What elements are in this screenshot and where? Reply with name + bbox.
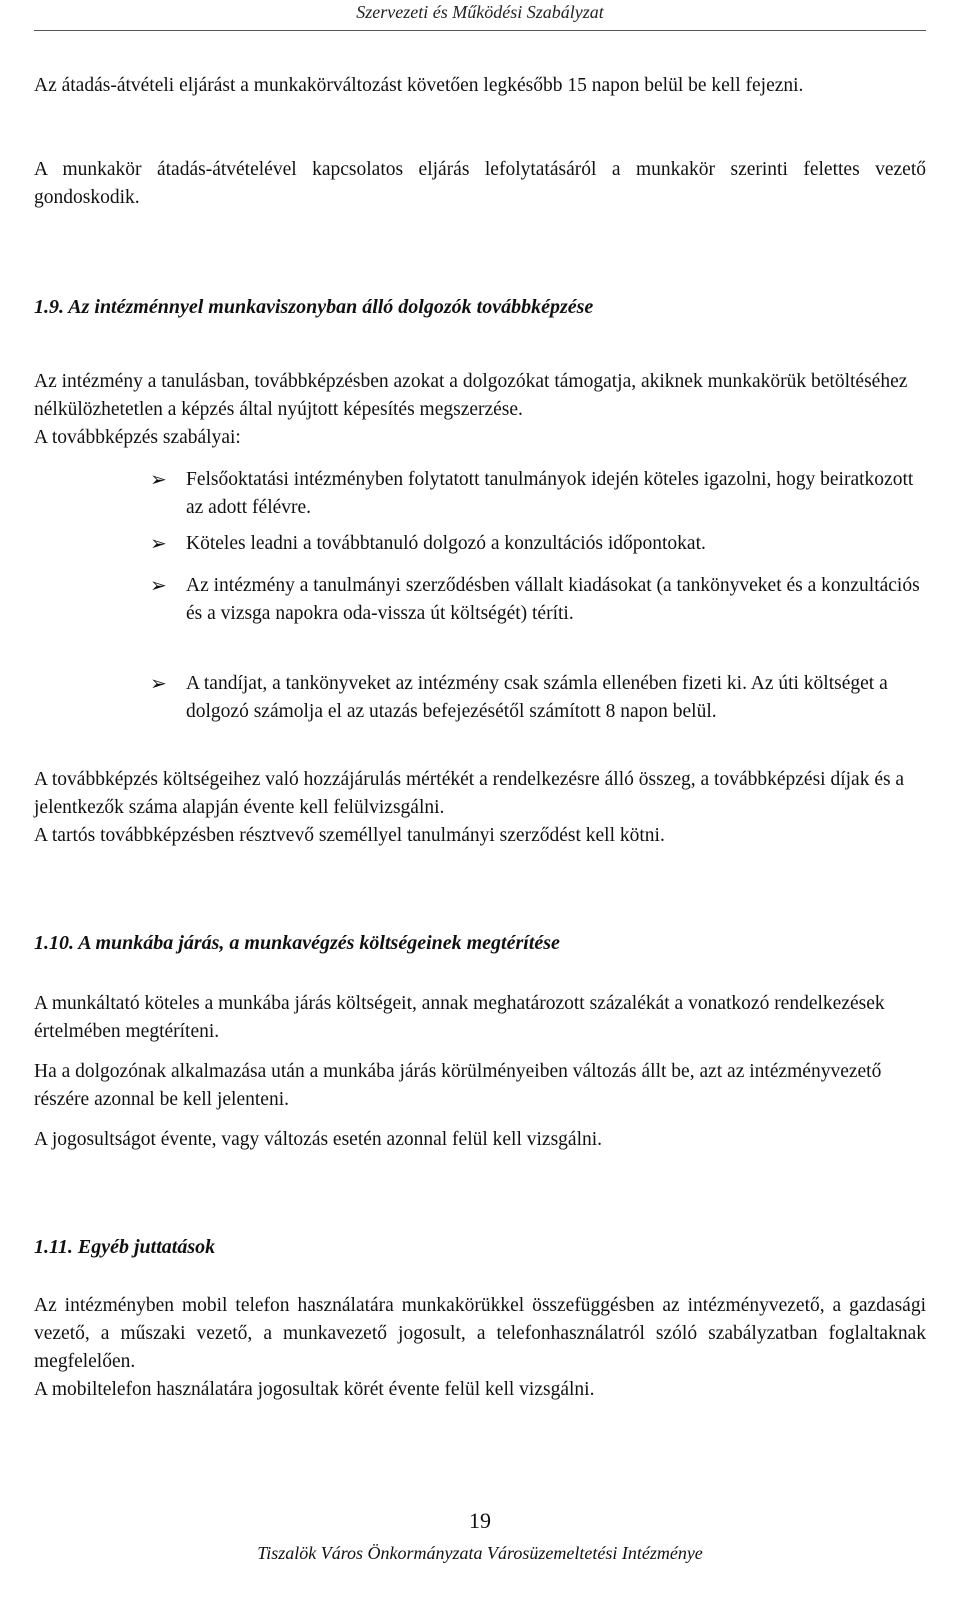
section-1-9-paragraph-1: Az intézmény a tanulásban, továbbképzésben azokat a dolgozókat támogatja, akiknek munkakörük betöltéséhez nélkülözhetetlen a képzés által nyújtott képesítés megszerzése. [34, 371, 908, 420]
intro-paragraph-2: A munkakör átadás-átvételével kapcsolatos eljárás lefolytatásáról a munkakör szerinti felettes vezető gondoskodik. [34, 159, 926, 208]
section-heading-1-10: 1.10. A munkába járás, a munkavégzés költségeinek megtérítése [34, 932, 560, 954]
section-heading-1-11: 1.11. Egyéb juttatások [34, 1236, 216, 1258]
bullet-item: Felsőoktatási intézményben folytatott tanulmányok idején köteles igazolni, hogy beiratkozott az adott félévre. [186, 469, 914, 518]
section-1-9-paragraph-2: A továbbképzés szabályai: [34, 427, 241, 448]
intro-paragraph-1: Az átadás-átvételi eljárást a munkakörváltozást követően legkésőbb 15 napon belül be kell fejezni. [34, 75, 804, 96]
section-1-9-paragraph-3: A továbbképzés költségeihez való hozzájárulás mértékét a rendelkezésre álló összeg, a továbbképzési díjak és a jelentkezők száma alapján évente kell felülvizsgálni. [34, 769, 905, 818]
running-footer: Tiszalök Város Önkormányzata Városüzemeltetési Intézménye [257, 1543, 703, 1563]
arrow-bullet-icon: ➢ [150, 533, 167, 555]
section-1-11-paragraph-1: Az intézményben mobil telefon használatára munkakörükkel összefüggésben az intézményvezető, a gazdasági vezető, a műszaki vezető, a munkavezető jogosult, a telefonhasználatról szóló szabályzatban foglaltaknak megfelelően. [34, 1295, 926, 1372]
section-1-11-paragraph-2: A mobiltelefon használatára jogosultak körét évente felül kell vizsgálni. [34, 1379, 595, 1400]
section-1-10-paragraph-1: A munkáltató köteles a munkába járás költségeit, annak meghatározott százalékát a vonatkozó rendelkezések értelmében megtéríteni. [34, 993, 885, 1042]
header-rule [34, 30, 926, 31]
page-number: 19 [469, 1508, 491, 1533]
running-header: Szervezeti és Működési Szabályzat [356, 2, 604, 22]
bullet-item: Az intézmény a tanulmányi szerződésben vállalt kiadásokat (a tankönyveket és a konzultációs és a vizsga napokra oda-vissza út költségét) téríti. [186, 575, 920, 624]
section-1-10-paragraph-3: A jogosultságot évente, vagy változás esetén azonnal felül kell vizsgálni. [34, 1129, 603, 1150]
arrow-bullet-icon: ➢ [150, 575, 167, 597]
section-heading-1-9: 1.9. Az intézménnyel munkaviszonyban álló dolgozók továbbképzése [34, 296, 594, 318]
arrow-bullet-icon: ➢ [150, 673, 167, 695]
section-1-10-paragraph-2: Ha a dolgozónak alkalmazása után a munkába járás körülményeiben változás állt be, azt az intézményvezető részére azonnal be kell jelenteni. [34, 1061, 882, 1110]
bullet-item: Köteles leadni a továbbtanuló dolgozó a konzultációs időpontokat. [186, 533, 706, 554]
arrow-bullet-icon: ➢ [150, 469, 167, 491]
bullet-item: A tandíjat, a tankönyveket az intézmény csak számla ellenében fizeti ki. Az úti költséget a dolgozó számolja el az utazás befejezésétől számított 8 napon belül. [186, 673, 888, 722]
section-1-9-paragraph-4: A tartós továbbképzésben résztvevő személlyel tanulmányi szerződést kell kötni. [34, 825, 665, 846]
